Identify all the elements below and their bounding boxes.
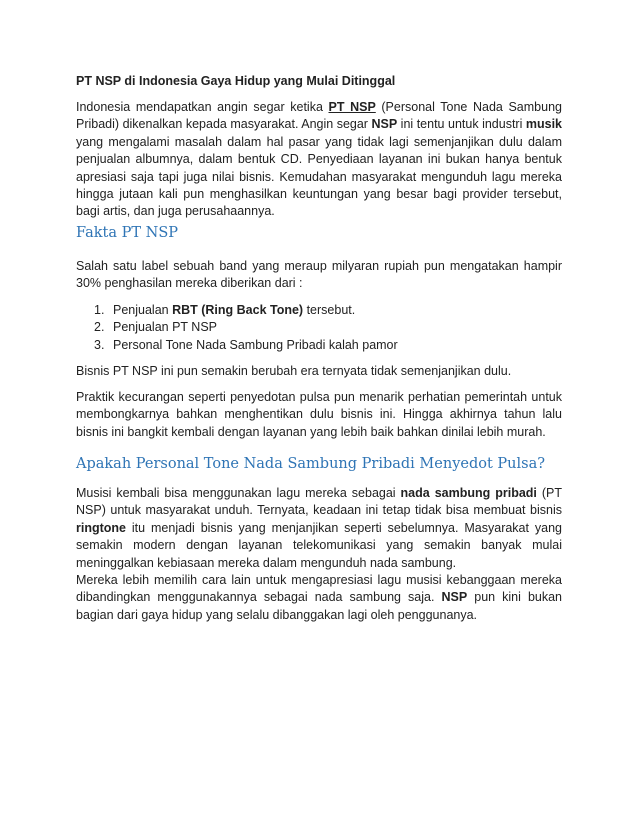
list-item bbox=[76, 319, 398, 336]
text-span: pun kini bukan bagian dari gaya hidup yang selalu dibanggakan lagi oleh penggunanya. bbox=[76, 590, 563, 622]
penghasilan-list bbox=[76, 302, 398, 354]
text-span: yang mengalami masalah dalam hal pasar yang tidak lagi semenjanjikan dulu dalam penjualan albumnya, dalam bentuk CD. Penyediaan layanan ini bukan hanya bentuk apresiasi saja tapi juga nilai bisnis. Kemudahan masyarakat mengunduh lagu mereka hingga jutaan kali pun menghasilkan keuntungan yang besar bagi provider tersebut, bagi artis, dan juga perusahaannya. bbox=[76, 134, 562, 219]
list-text: Penjualan bbox=[113, 303, 173, 317]
list-text: tersebut. bbox=[303, 303, 356, 317]
musisi-paragraph bbox=[76, 485, 562, 572]
text-span: Musisi kembali bisa menggunakan lagu mereka sebagai bbox=[76, 486, 401, 500]
intro-paragraph bbox=[76, 99, 562, 221]
list-item bbox=[76, 302, 398, 319]
text-span: ini tentu untuk industri bbox=[397, 117, 526, 132]
mereka-paragraph bbox=[76, 572, 562, 624]
section-heading-fakta: Fakta PT NSP bbox=[76, 225, 179, 241]
bisnis-paragraph: Bisnis PT NSP ini pun semakin berubah era ternyata tidak semenjanjikan dulu. bbox=[76, 364, 512, 378]
fakta-paragraph: Salah satu label sebuah band yang meraup milyaran rupiah pun mengatakan hampir 30% penghasilan mereka diberikan dari : bbox=[76, 259, 562, 291]
list-bold: RBT (Ring Back Tone) bbox=[172, 303, 304, 317]
praktik-paragraph: Praktik kecurangan seperti penyedotan pulsa pun menarik perhatian pemerintah untuk membongkarnya bahkan menghentikan dulu bisnis ini. Hingga akhirnya tahun lalu bisnis ini bangkit kembali dengan layanan yang lebih baik bahkan dinilai lebih murah. bbox=[76, 390, 562, 439]
bold-musik: musik bbox=[525, 117, 563, 132]
text-span: (PT NSP) untuk masyarakat unduh. Ternyata, keadaan ini tetap tidak bisa membuat bisnis bbox=[76, 486, 562, 518]
list-text: Personal Tone Nada Sambung Pribadi kalah pamor bbox=[113, 337, 398, 352]
text-span: Mereka lebih memilih cara lain untuk mengapresiasi lagu musisi kebanggaan mereka dibandingkan menggunakannya sebagai nada sambung saja. bbox=[76, 573, 562, 605]
list-number: 1. bbox=[94, 303, 105, 317]
text-span: Indonesia mendapatkan angin segar ketika bbox=[76, 100, 329, 114]
section-heading-apakah: Apakah Personal Tone Nada Sambung Pribadi Menyedot Pulsa? bbox=[76, 456, 546, 472]
bold-ringtone: ringtone bbox=[76, 520, 126, 535]
pt-nsp-link[interactable]: PT NSP bbox=[328, 100, 376, 114]
list-number: 3. bbox=[94, 337, 105, 352]
bold-nsp: NSP bbox=[441, 590, 468, 605]
document-title: PT NSP di Indonesia Gaya Hidup yang Mulai Ditinggal bbox=[76, 74, 396, 88]
list-number: 2. bbox=[94, 320, 105, 335]
bold-nsp: NSP bbox=[371, 117, 398, 132]
text-span: itu menjadi bisnis yang menjanjikan seperti sebelumnya. Masyarakat yang semakin modern dengan layanan telekomunikasi yang semakin banyak mulai meninggalkan kebiasaan mereka dalam mengunduh nada sambung. bbox=[76, 520, 562, 570]
list-item bbox=[76, 337, 398, 354]
bold-nada-sambung: nada sambung pribadi bbox=[400, 486, 537, 500]
text-span: (Personal Tone Nada Sambung Pribadi) dikenalkan kepada masyarakat. Angin segar bbox=[76, 100, 562, 132]
list-text: Penjualan PT NSP bbox=[113, 320, 217, 335]
